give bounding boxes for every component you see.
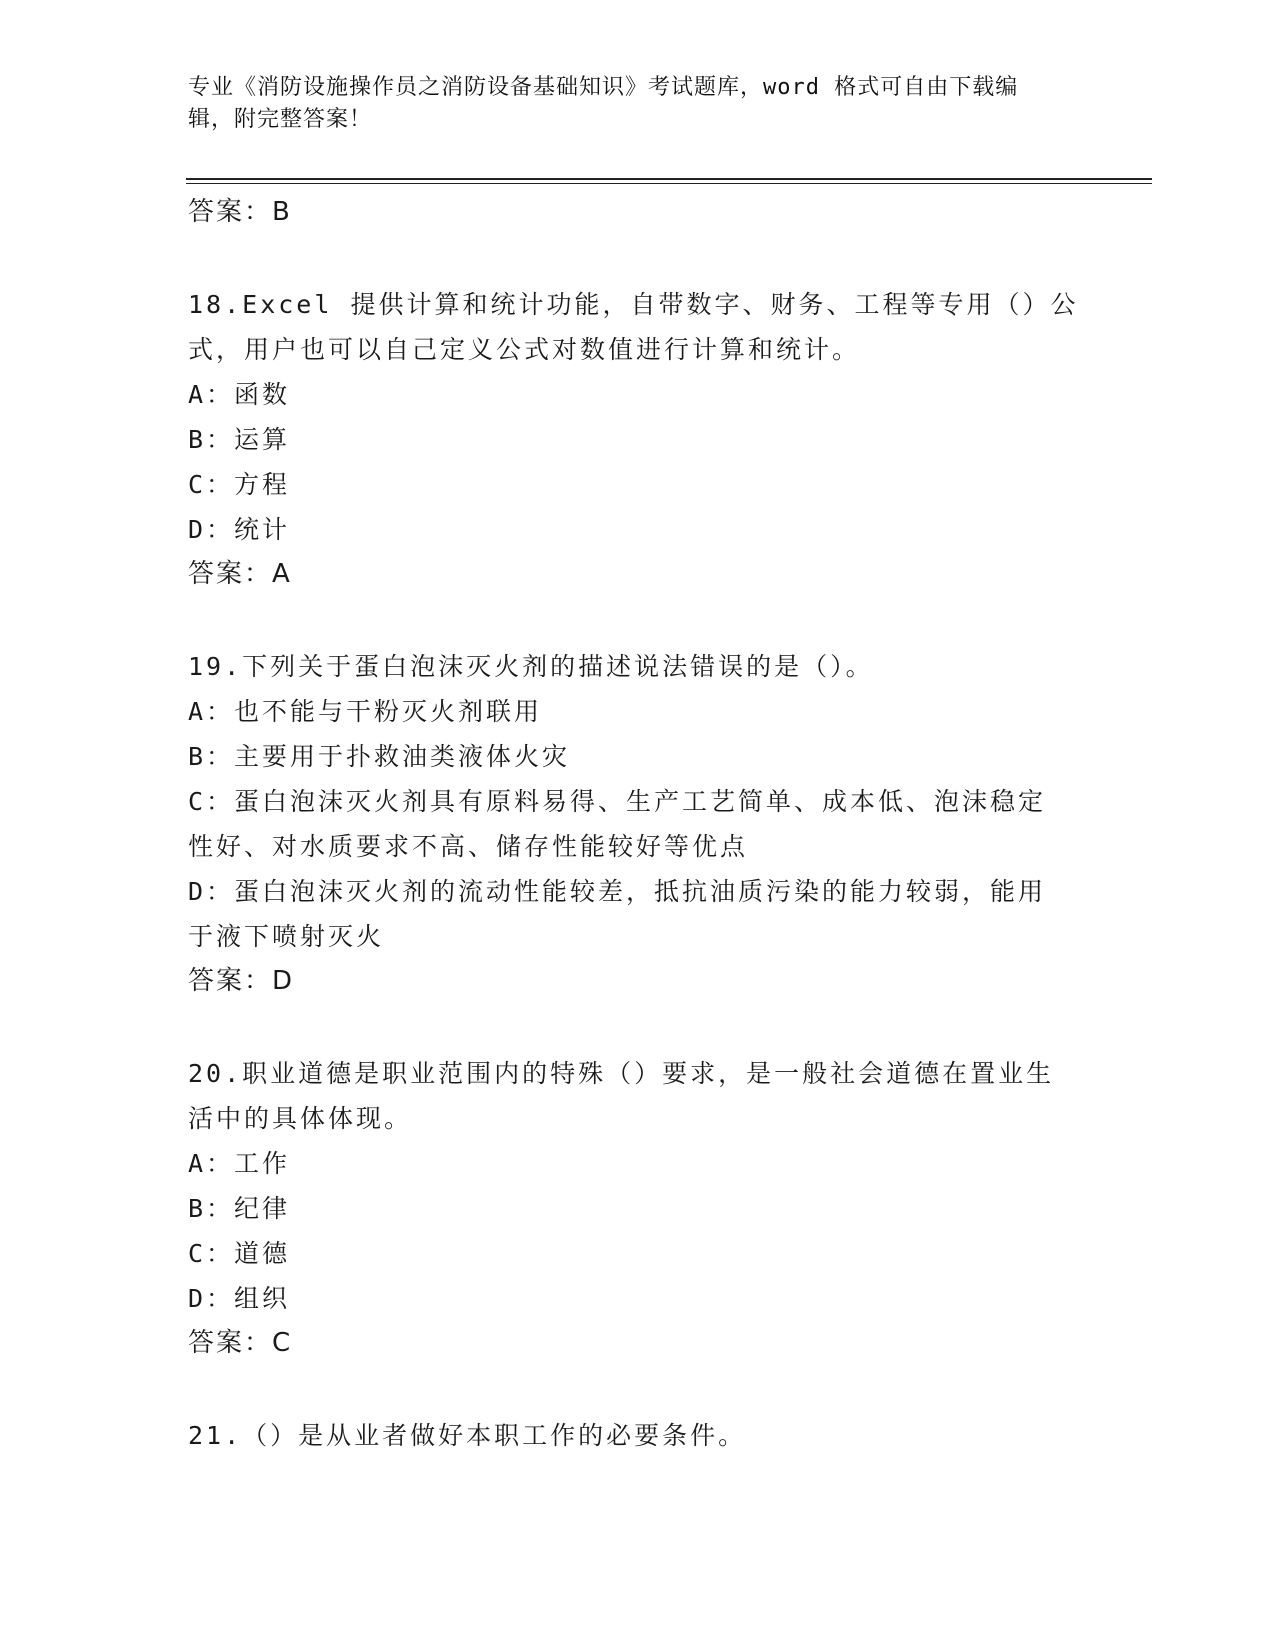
- header-line-1: 专业《消防设施操作员之消防设备基础知识》考试题库，word 格式可自由下载编: [188, 75, 1019, 100]
- question-text-line: 式，用户也可以自己定义公式对数值进行计算和统计。: [188, 335, 861, 364]
- answer-line: 答案：B: [188, 197, 292, 227]
- answer-line: 答案：D: [188, 966, 295, 996]
- header-line-2: 辑，附完整答案！: [188, 107, 373, 132]
- question-text-line: B：纪律: [188, 1194, 291, 1223]
- section-spacer: [188, 1366, 1078, 1413]
- section-spacer: [188, 597, 1078, 644]
- question-text-line: 18.Excel 提供计算和统计功能，自带数字、财务、工程等专用（）公: [188, 290, 1079, 319]
- question-text-line: B：运算: [188, 425, 291, 454]
- question-text-line: 性好、对水质要求不高、储存性能较好等优点: [188, 832, 749, 861]
- section-spacer: [188, 235, 1078, 282]
- question-text-line: C：蛋白泡沫灭火剂具有原料易得、生产工艺简单、成本低、泡沫稳定: [188, 787, 1047, 816]
- question-text-line: A：工作: [188, 1149, 291, 1178]
- answer-line: 答案：C: [188, 1328, 293, 1358]
- question-text-line: C：方程: [188, 470, 291, 499]
- section-spacer: [188, 1004, 1078, 1051]
- answer-line: 答案：A: [188, 559, 292, 589]
- question-text-line: C：道德: [188, 1239, 291, 1268]
- question-text-line: D：组织: [188, 1284, 291, 1313]
- header-divider: [186, 178, 1152, 180]
- question-text-line: A：也不能与干粉灭火剂联用: [188, 697, 543, 726]
- question-text-line: 活中的具体体现。: [188, 1104, 413, 1133]
- page-header: [188, 72, 1078, 136]
- question-text-line: 19.下列关于蛋白泡沫灭火剂的描述说法错误的是（）。: [188, 652, 874, 681]
- question-text-line: 20.职业道德是职业范围内的特殊（）要求，是一般社会道德在置业生: [188, 1059, 1055, 1088]
- question-text-line: 于液下喷射灭火: [188, 922, 385, 951]
- question-list: [188, 190, 1078, 1458]
- question-text-line: D：统计: [188, 515, 291, 544]
- question-text-line: B：主要用于扑救油类液体火灾: [188, 742, 571, 771]
- question-text-line: 21.（）是从业者做好本职工作的必要条件。: [188, 1421, 747, 1450]
- question-text-line: D：蛋白泡沫灭火剂的流动性能较差，抵抗油质污染的能力较弱，能用: [188, 877, 1047, 906]
- question-text-line: A：函数: [188, 380, 291, 409]
